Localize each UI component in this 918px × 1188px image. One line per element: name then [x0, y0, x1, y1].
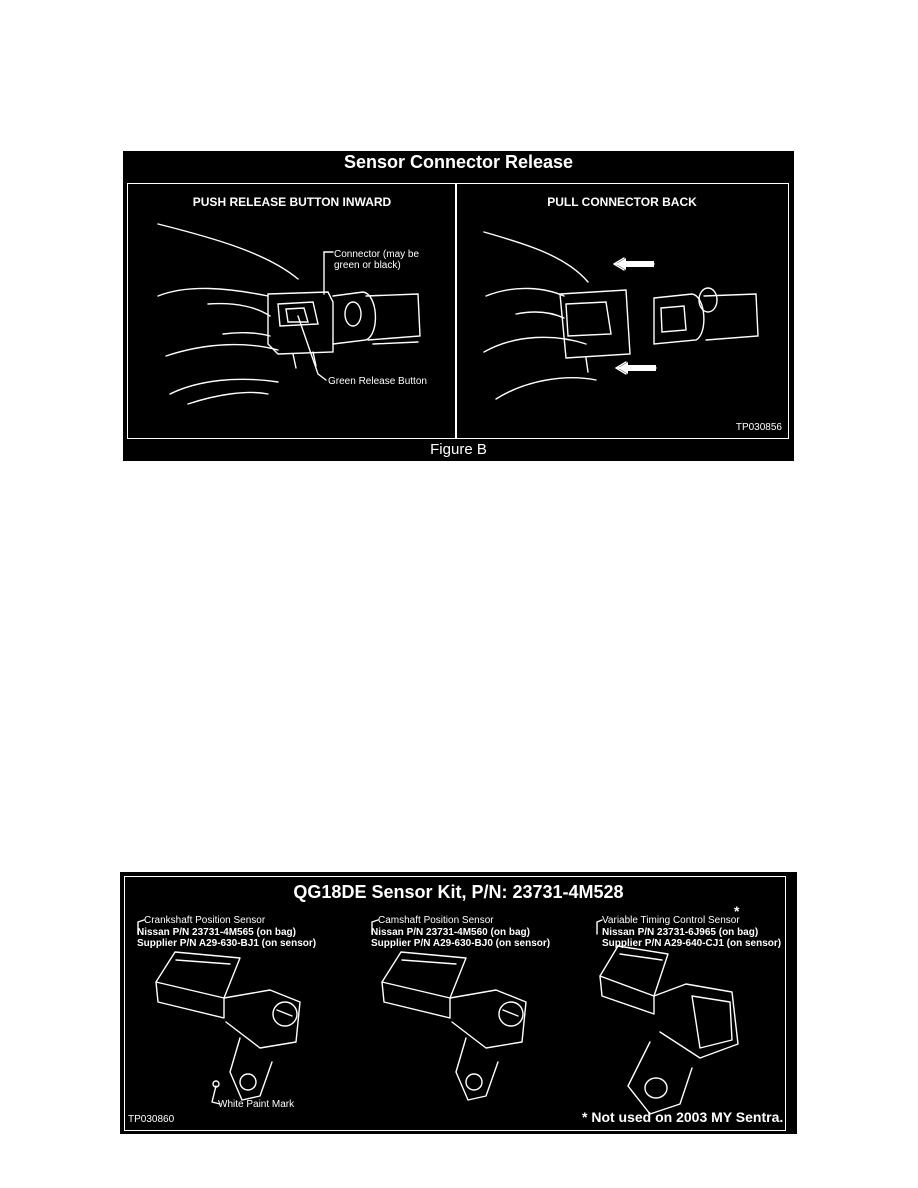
- camshaft-nissan-pn: Nissan P/N 23731-4M560 (on bag): [371, 927, 530, 938]
- right-panel-heading: PULL CONNECTOR BACK: [547, 195, 697, 209]
- figure-b: [123, 151, 794, 461]
- sensor-kit-title: QG18DE Sensor Kit, P/N: 23731-4M528: [293, 882, 624, 902]
- sensor-kit-code: TP030860: [128, 1114, 175, 1125]
- sensor-kit-figure: [120, 872, 797, 1134]
- sensor-kit-footnote: * Not used on 2003 MY Sentra.: [582, 1109, 784, 1125]
- vtc-supplier-pn: Supplier P/N A29-640-CJ1 (on sensor): [602, 938, 782, 949]
- vtc-sensor-name: Variable Timing Control Sensor: [602, 915, 740, 926]
- figure-b-title: Sensor Connector Release: [343, 152, 574, 172]
- pull-connector-illustration: [456, 184, 790, 440]
- right-panel: [455, 183, 789, 439]
- camshaft-supplier-pn: Supplier P/N A29-630-BJ0 (on sensor): [371, 938, 551, 949]
- left-panel-heading: PUSH RELEASE BUTTON INWARD: [192, 195, 392, 209]
- figure-b-code: TP030856: [735, 422, 782, 433]
- crankshaft-nissan-pn: Nissan P/N 23731-4M565 (on bag): [137, 927, 296, 938]
- left-panel: [127, 183, 457, 439]
- connector-label-line2: green or black): [334, 260, 401, 271]
- vtc-nissan-pn: Nissan P/N 23731-6J965 (on bag): [602, 927, 759, 938]
- camshaft-sensor-name: Camshaft Position Sensor: [378, 915, 494, 926]
- white-paint-mark-label: White Paint Mark: [218, 1099, 295, 1110]
- crankshaft-supplier-pn: Supplier P/N A29-630-BJ1 (on sensor): [137, 938, 317, 949]
- crankshaft-sensor-name: Crankshaft Position Sensor: [144, 915, 266, 926]
- release-button-label: Green Release Button: [328, 376, 427, 387]
- figure-b-caption: Figure B: [430, 441, 487, 458]
- vtc-sensor-asterisk: *: [734, 903, 740, 919]
- push-release-illustration: [128, 184, 458, 440]
- sensor-illustrations: [120, 872, 797, 1134]
- connector-label-line1: Connector (may be: [334, 249, 420, 260]
